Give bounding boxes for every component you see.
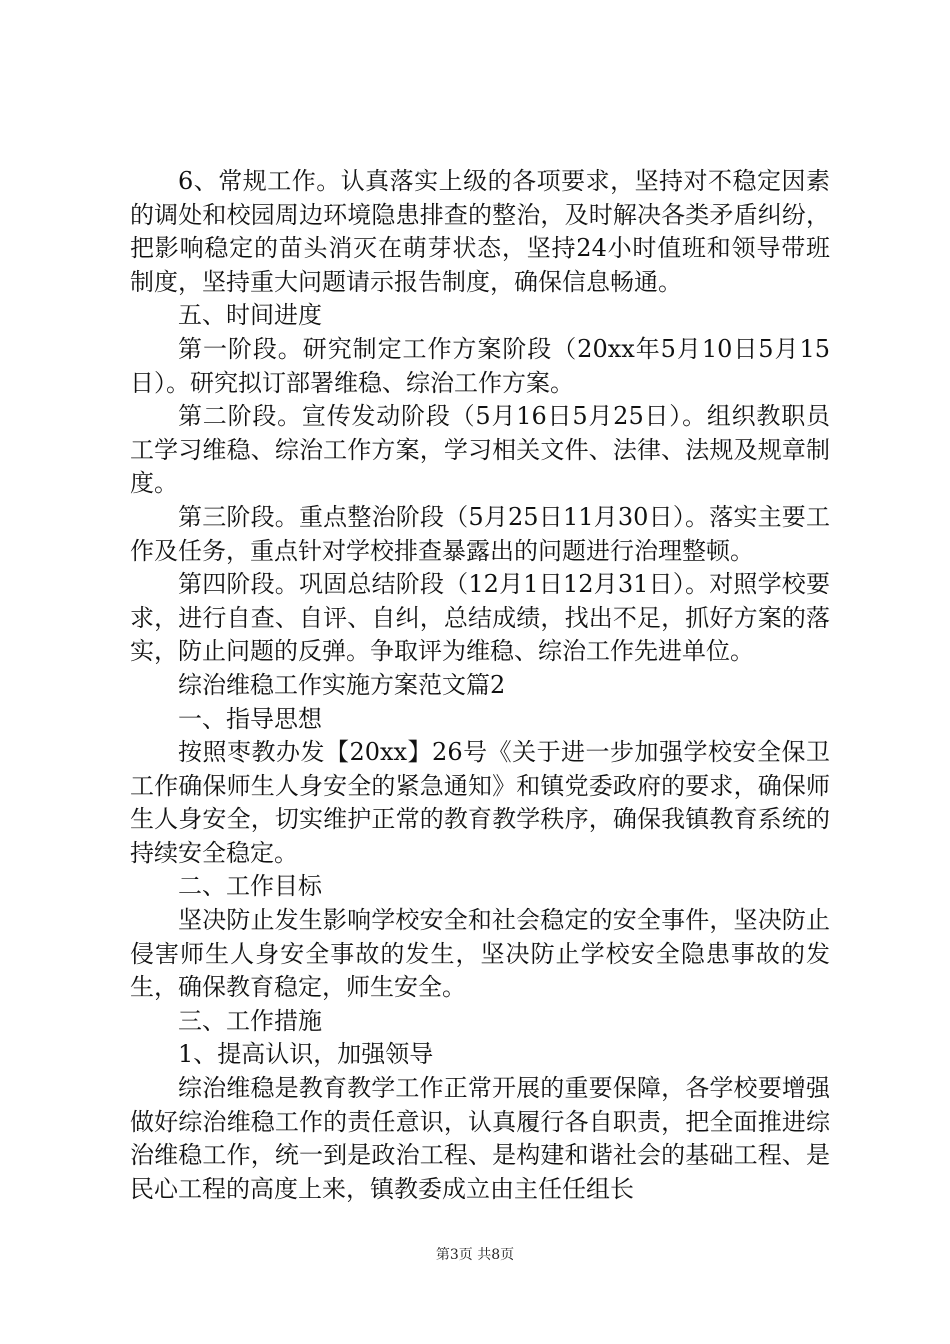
paragraph-work-goals: 坚决防止发生影响学校安全和社会稳定的安全事件，坚决防止侵害师生人身安全事故的发生，坚决防止学校安全隐患事故的发生，确保教育稳定，师生安全。 bbox=[130, 906, 830, 1002]
subheading-raise-awareness: 1、提高认识，加强领导 bbox=[178, 1040, 434, 1069]
paragraph-phase-one: 第一阶段。研究制定工作方案阶段（20xx年5月10日5月15日）。研究拟订部署维稳、综治工作方案。 bbox=[130, 334, 830, 397]
article-title-part-two: 综治维稳工作实施方案范文篇2 bbox=[178, 670, 506, 699]
paragraph-phase-three: 第三阶段。重点整治阶段（5月25日11月30日）。落实主要工作及任务，重点针对学校排查暴露出的问题进行治理整顿。 bbox=[130, 502, 830, 565]
paragraph-routine-work: 6、常规工作。认真落实上级的各项要求，坚持对不稳定因素的调处和校园周边环境隐患排查的整治，及时解决各类矛盾纠纷，把影响稳定的苗头消灭在萌芽状态，坚持24小时值班和领导带班制度，坚持重大问题请示报告制度，确保信息畅通。 bbox=[130, 167, 830, 296]
paragraph-raise-awareness: 综治维稳是教育教学工作正常开展的重要保障，各学校要增强做好综治维稳工作的责任意识，认真履行各自职责，把全面推进综治维稳工作，统一到是政治工程、是构建和谐社会的基础工程、是民心工程的高度上来，镇教委成立由主任任组长 bbox=[130, 1074, 830, 1203]
paragraph-guiding-thought: 按照枣教办发【20xx】26号《关于进一步加强学校安全保卫工作确保师生人身安全的紧急通知》和镇党委政府的要求，确保师生人身安全，切实维护正常的教育教学秩序，确保我镇教育系统的持续安全稳定。 bbox=[130, 738, 830, 867]
paragraph-phase-four: 第四阶段。巩固总结阶段（12月1日12月31日）。对照学校要求，进行自查、自评、自纠，总结成绩，找出不足，抓好方案的落实，防止问题的反弹。争取评为维稳、综治工作先进单位。 bbox=[130, 570, 830, 666]
section-heading-schedule: 五、时间进度 bbox=[178, 301, 322, 330]
section-heading-guiding-thought: 一、指导思想 bbox=[178, 704, 322, 733]
section-heading-work-measures: 三、工作措施 bbox=[178, 1006, 322, 1035]
section-heading-work-goals: 二、工作目标 bbox=[178, 872, 322, 901]
document-body bbox=[130, 165, 830, 1206]
page-number-footer: 第3页 共8页 bbox=[435, 1247, 515, 1263]
paragraph-phase-two: 第二阶段。宣传发动阶段（5月16日5月25日）。组织教职员工学习维稳、综治工作方案，学习相关文件、法律、法规及规章制度。 bbox=[130, 402, 830, 498]
